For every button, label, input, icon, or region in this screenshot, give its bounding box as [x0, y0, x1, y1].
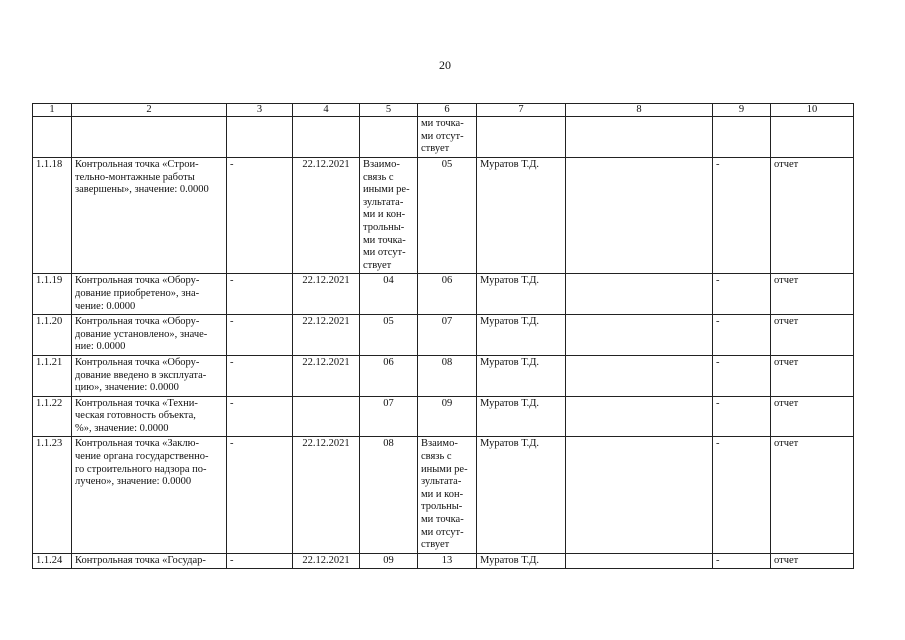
- item-number-cell: 1.1.23: [33, 437, 72, 553]
- successor-cell: 08: [418, 355, 477, 396]
- item-number-cell: 1.1.21: [33, 355, 72, 396]
- col8-cell: [566, 437, 713, 553]
- table-row: [33, 274, 854, 315]
- column-number-row: [33, 104, 854, 117]
- date-cell: [293, 396, 360, 437]
- col9-cell: -: [713, 274, 771, 315]
- column-header: 10: [771, 104, 854, 117]
- item-number-cell: 1.1.22: [33, 396, 72, 437]
- col3-cell: -: [227, 553, 293, 569]
- col3-cell: [227, 117, 293, 158]
- col9-cell: -: [713, 158, 771, 274]
- document-cell: отчет: [771, 553, 854, 569]
- column-header: 2: [72, 104, 227, 117]
- document-cell: отчет: [771, 355, 854, 396]
- predecessor-cell: 08: [360, 437, 418, 553]
- successor-cell: 09: [418, 396, 477, 437]
- col3-cell: -: [227, 158, 293, 274]
- document-cell: отчет: [771, 158, 854, 274]
- col9-cell: -: [713, 437, 771, 553]
- col3-cell: -: [227, 396, 293, 437]
- col8-cell: [566, 553, 713, 569]
- responsible-cell: Муратов Т.Д.: [477, 158, 566, 274]
- item-number-cell: 1.1.18: [33, 158, 72, 274]
- item-title-cell: Контрольная точка «Обору- дование приобретено», зна- чение: 0.0000: [72, 274, 227, 315]
- responsible-cell: Муратов Т.Д.: [477, 553, 566, 569]
- column-header: 9: [713, 104, 771, 117]
- table-row: [33, 553, 854, 569]
- successor-cell: 05: [418, 158, 477, 274]
- item-title-cell: [72, 117, 227, 158]
- item-title-cell: Контрольная точка «Государ-: [72, 553, 227, 569]
- date-cell: 22.12.2021: [293, 158, 360, 274]
- responsible-cell: Муратов Т.Д.: [477, 396, 566, 437]
- col9-cell: -: [713, 315, 771, 356]
- table-row: [33, 355, 854, 396]
- item-number-cell: [33, 117, 72, 158]
- item-title-cell: Контрольная точка «Строи- тельно-монтажные работы завершены», значение: 0.0000: [72, 158, 227, 274]
- col9-cell: [713, 117, 771, 158]
- responsible-cell: Муратов Т.Д.: [477, 274, 566, 315]
- successor-cell: 13: [418, 553, 477, 569]
- col8-cell: [566, 355, 713, 396]
- col8-cell: [566, 274, 713, 315]
- page-number: 20: [439, 58, 451, 72]
- successor-cell: 06: [418, 274, 477, 315]
- successor-cell: ми точка- ми отсут- ствует: [418, 117, 477, 158]
- responsible-cell: Муратов Т.Д.: [477, 437, 566, 553]
- responsible-cell: [477, 117, 566, 158]
- predecessor-cell: 06: [360, 355, 418, 396]
- item-number-cell: 1.1.24: [33, 553, 72, 569]
- date-cell: 22.12.2021: [293, 437, 360, 553]
- item-title-cell: Контрольная точка «Заклю- чение органа государственно- го строительного надзора по- лучено», значение: 0.0000: [72, 437, 227, 553]
- col8-cell: [566, 117, 713, 158]
- table-row: [33, 396, 854, 437]
- successor-cell: Взаимо- связь с иными ре- зультата- ми и кон- трольны- ми точка- ми отсут- ствует: [418, 437, 477, 553]
- item-title-cell: Контрольная точка «Обору- дование установлено», значе- ние: 0.0000: [72, 315, 227, 356]
- date-cell: 22.12.2021: [293, 274, 360, 315]
- document-cell: отчет: [771, 274, 854, 315]
- column-header: 1: [33, 104, 72, 117]
- col3-cell: -: [227, 315, 293, 356]
- predecessor-cell: 09: [360, 553, 418, 569]
- column-header: 8: [566, 104, 713, 117]
- successor-cell: 07: [418, 315, 477, 356]
- col8-cell: [566, 396, 713, 437]
- column-header: 4: [293, 104, 360, 117]
- col3-cell: -: [227, 437, 293, 553]
- continuation-row: [33, 117, 854, 158]
- column-header: 6: [418, 104, 477, 117]
- table-row: [33, 315, 854, 356]
- table-row: [33, 437, 854, 553]
- predecessor-cell: [360, 117, 418, 158]
- plan-table: [32, 103, 854, 569]
- predecessor-cell: 07: [360, 396, 418, 437]
- responsible-cell: Муратов Т.Д.: [477, 355, 566, 396]
- col9-cell: -: [713, 553, 771, 569]
- column-header: 3: [227, 104, 293, 117]
- column-header: 5: [360, 104, 418, 117]
- document-cell: отчет: [771, 396, 854, 437]
- col3-cell: -: [227, 274, 293, 315]
- predecessor-cell: Взаимо- связь с иными ре- зультата- ми и кон- трольны- ми точка- ми отсут- ствует: [360, 158, 418, 274]
- document-cell: отчет: [771, 437, 854, 553]
- item-number-cell: 1.1.19: [33, 274, 72, 315]
- date-cell: 22.12.2021: [293, 355, 360, 396]
- date-cell: 22.12.2021: [293, 553, 360, 569]
- date-cell: [293, 117, 360, 158]
- table-row: [33, 158, 854, 274]
- col8-cell: [566, 158, 713, 274]
- item-title-cell: Контрольная точка «Техни- ческая готовность объекта, %», значение: 0.0000: [72, 396, 227, 437]
- document-cell: [771, 117, 854, 158]
- date-cell: 22.12.2021: [293, 315, 360, 356]
- col9-cell: -: [713, 396, 771, 437]
- document-cell: отчет: [771, 315, 854, 356]
- col3-cell: -: [227, 355, 293, 396]
- predecessor-cell: 05: [360, 315, 418, 356]
- predecessor-cell: 04: [360, 274, 418, 315]
- responsible-cell: Муратов Т.Д.: [477, 315, 566, 356]
- col8-cell: [566, 315, 713, 356]
- col9-cell: -: [713, 355, 771, 396]
- item-number-cell: 1.1.20: [33, 315, 72, 356]
- column-header: 7: [477, 104, 566, 117]
- item-title-cell: Контрольная точка «Обору- дование введено в эксплуата- цию», значение: 0.0000: [72, 355, 227, 396]
